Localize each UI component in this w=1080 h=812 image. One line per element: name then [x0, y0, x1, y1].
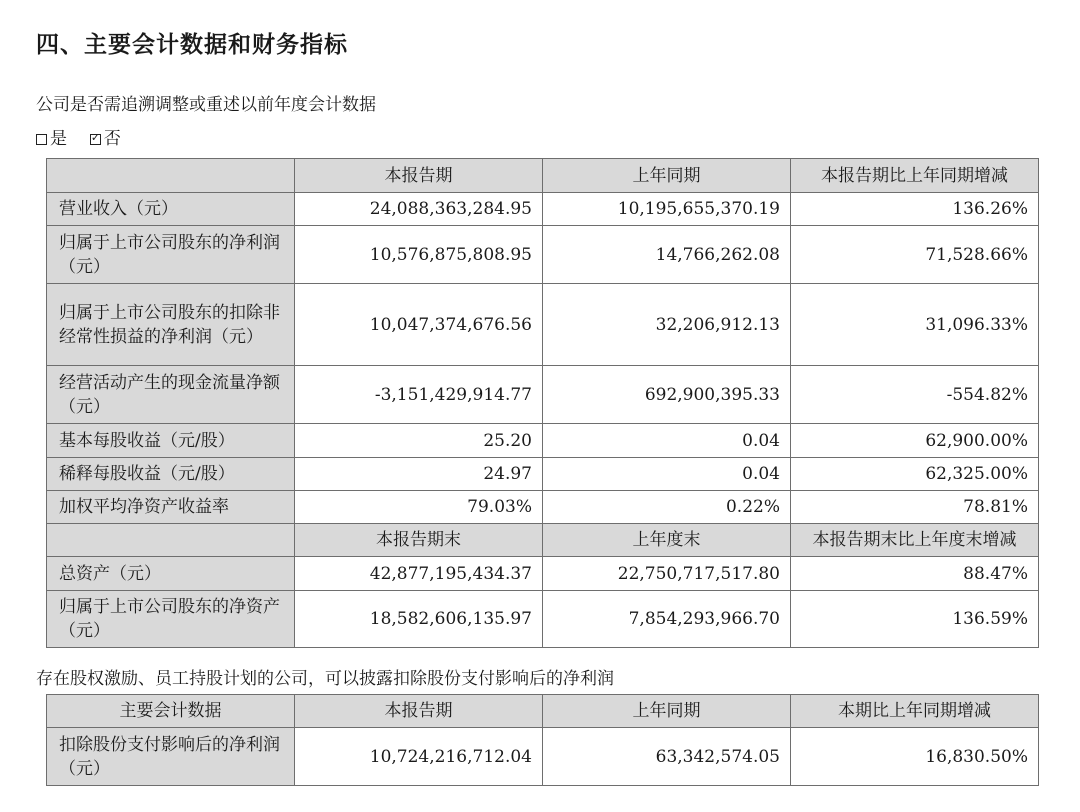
table-row	[47, 728, 1039, 786]
cell-value: 24,088,363,284.95	[295, 193, 543, 226]
row-label: 总资产（元）	[47, 557, 295, 591]
table-row	[47, 591, 1039, 648]
cell-value: -3,151,429,914.77	[295, 366, 543, 424]
cell-value: 42,877,195,434.37	[295, 557, 543, 591]
column-header: 上年度末	[543, 524, 791, 557]
share-payment-table	[46, 694, 1039, 786]
cell-value: 24.97	[295, 458, 543, 491]
cell-value: 78.81%	[791, 491, 1039, 524]
financial-indicators-table	[46, 158, 1039, 648]
row-label: 经营活动产生的现金流量净额（元）	[47, 366, 295, 424]
table-row	[47, 491, 1039, 524]
column-header: 主要会计数据	[47, 695, 295, 728]
cell-value: 62,900.00%	[791, 424, 1039, 458]
column-header: 上年同期	[543, 159, 791, 193]
row-label: 营业收入（元）	[47, 193, 295, 226]
cell-value: 0.04	[543, 458, 791, 491]
cell-value: 0.22%	[543, 491, 791, 524]
cell-value: 10,576,875,808.95	[295, 226, 543, 284]
cell-value: 71,528.66%	[791, 226, 1039, 284]
restatement-question: 公司是否需追溯调整或重述以前年度会计数据	[36, 95, 376, 115]
cell-value: 63,342,574.05	[543, 728, 791, 786]
header-row	[47, 524, 1039, 557]
cell-value: 692,900,395.33	[543, 366, 791, 424]
cell-value: 14,766,262.08	[543, 226, 791, 284]
cell-value: 0.04	[543, 424, 791, 458]
cell-value: 7,854,293,966.70	[543, 591, 791, 648]
column-header: 本报告期末	[295, 524, 543, 557]
table-row	[47, 226, 1039, 284]
table-row	[47, 458, 1039, 491]
row-label: 归属于上市公司股东的净资产（元）	[47, 591, 295, 648]
cell-value: 10,047,374,676.56	[295, 284, 543, 366]
column-header	[47, 524, 295, 557]
row-label: 加权平均净资产收益率	[47, 491, 295, 524]
cell-value: -554.82%	[791, 366, 1039, 424]
table-row	[47, 193, 1039, 226]
row-label: 扣除股份支付影响后的净利润（元）	[47, 728, 295, 786]
table-row	[47, 366, 1039, 424]
header-row	[47, 159, 1039, 193]
row-label: 归属于上市公司股东的净利润（元）	[47, 226, 295, 284]
cell-value: 136.26%	[791, 193, 1039, 226]
table-row	[47, 424, 1039, 458]
cell-value: 62,325.00%	[791, 458, 1039, 491]
row-label: 归属于上市公司股东的扣除非经常性损益的净利润（元）	[47, 284, 295, 366]
cell-value: 16,830.50%	[791, 728, 1039, 786]
row-label: 稀释每股收益（元/股）	[47, 458, 295, 491]
row-label: 基本每股收益（元/股）	[47, 424, 295, 458]
share-payment-note: 存在股权激励、员工持股计划的公司，可以披露扣除股份支付影响后的净利润	[36, 669, 614, 689]
column-header: 本报告期	[295, 695, 543, 728]
cell-value: 88.47%	[791, 557, 1039, 591]
cell-value: 79.03%	[295, 491, 543, 524]
table-row	[47, 557, 1039, 591]
option-yes-label: 是	[50, 129, 67, 149]
cell-value: 22,750,717,517.80	[543, 557, 791, 591]
column-header	[47, 159, 295, 193]
cell-value: 136.59%	[791, 591, 1039, 648]
cell-value: 32,206,912.13	[543, 284, 791, 366]
column-header: 本报告期比上年同期增减	[791, 159, 1039, 193]
column-header: 本报告期末比上年度末增减	[791, 524, 1039, 557]
option-no-label: 否	[103, 129, 121, 149]
cell-value: 31,096.33%	[791, 284, 1039, 366]
checkbox-yes[interactable]	[36, 134, 47, 145]
header-row	[47, 695, 1039, 728]
section-title: 四、主要会计数据和财务指标	[36, 32, 348, 58]
cell-value: 10,724,216,712.04	[295, 728, 543, 786]
cell-value: 10,195,655,370.19	[543, 193, 791, 226]
column-header: 本期比上年同期增减	[791, 695, 1039, 728]
column-header: 本报告期	[295, 159, 543, 193]
cell-value: 18,582,606,135.97	[295, 591, 543, 648]
cell-value: 25.20	[295, 424, 543, 458]
table-row	[47, 284, 1039, 366]
column-header: 上年同期	[543, 695, 791, 728]
restatement-options	[36, 124, 121, 149]
checkbox-no[interactable]	[90, 134, 101, 145]
